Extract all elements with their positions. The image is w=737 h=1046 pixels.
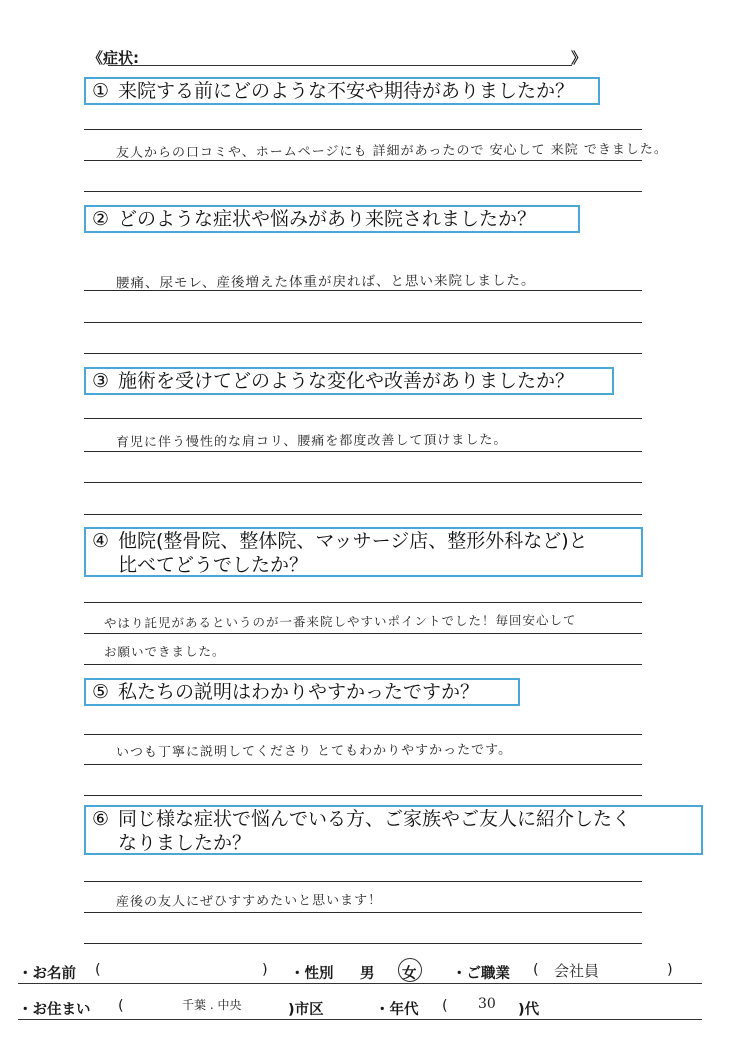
question-4-text-2: 比べてどうでしたか？ <box>118 554 309 576</box>
answer-line <box>84 514 642 515</box>
answer-5-line-1: いつも丁寧に説明してくださり とてもわかりやすかったです。 <box>115 742 513 761</box>
city-suffix: )市区 <box>288 1002 324 1018</box>
answer-2-line-1: 腰痛、尿モレ、産後増えた体重が戻れば、と思い来院しました。 <box>115 272 536 292</box>
address-label: ・お住まい <box>18 1002 91 1018</box>
gender-male: 男 <box>360 966 375 982</box>
symptom-underline <box>108 65 572 66</box>
address-value: 千葉 . 中央 <box>182 998 242 1012</box>
question-1-number: ① <box>92 80 110 102</box>
footer-line <box>18 1019 702 1020</box>
answer-line <box>84 734 642 735</box>
question-1-text: 来院する前にどのような不安や期待がありましたか？ <box>118 80 575 102</box>
question-3-text: 施術を受けてどのような変化や改善がありましたか？ <box>118 370 575 392</box>
question-5-number: ⑤ <box>92 681 110 703</box>
age-value: 30 <box>478 996 496 1012</box>
footer-line <box>18 983 702 984</box>
name-label: ・お名前 <box>18 966 76 982</box>
answer-line <box>84 191 642 192</box>
address-paren-open: ( <box>118 998 124 1014</box>
question-2-box <box>84 205 580 233</box>
question-5-box <box>84 678 520 706</box>
answer-line <box>84 322 642 323</box>
question-6-text-2: なりましたか？ <box>118 832 252 854</box>
answer-4-line-2: お願いできました。 <box>103 643 226 660</box>
question-6-number: ⑥ <box>92 808 110 830</box>
occupation-paren-close: ) <box>667 962 673 978</box>
symptom-label: 《症状: <box>88 49 139 67</box>
answer-1-line-1: 友人からの口コミや、ホームページにも 詳細があったので 安心して 来院 できました。 <box>115 142 668 161</box>
question-5-text: 私たちの説明はわかりやすかったですか？ <box>118 681 480 703</box>
answer-line <box>84 451 642 452</box>
question-3-box <box>84 367 614 395</box>
gender-female: 女 <box>402 966 417 982</box>
answer-line <box>84 482 642 483</box>
answer-line <box>84 633 642 634</box>
answer-line <box>84 664 642 665</box>
answer-line <box>84 602 642 603</box>
age-paren-open: ( <box>442 998 448 1014</box>
gender-label: ・性別 <box>290 966 334 982</box>
occupation-paren-open: ( <box>533 962 539 978</box>
answer-line <box>84 912 642 913</box>
answer-line <box>84 418 642 419</box>
question-3-number: ③ <box>92 370 110 392</box>
answer-line <box>84 160 642 161</box>
occupation-value: 会社員 <box>554 962 600 980</box>
answer-line <box>84 795 642 796</box>
question-4-text: 他院(整骨院、整体院、マッサージ店、整形外科など)と <box>118 530 588 552</box>
answer-6-line-1: 産後の友人にぜひすすめたいと思います！ <box>115 893 383 910</box>
question-4-number: ④ <box>92 530 110 552</box>
answer-line <box>84 290 642 291</box>
answer-line <box>84 764 642 765</box>
occupation-label: ・ご職業 <box>452 966 510 982</box>
answer-3-line-1: 育児に伴う慢性的な肩コリ、腰痛を都度改善して頂けました。 <box>115 432 508 451</box>
answer-line <box>84 353 642 354</box>
age-suffix: )代 <box>518 1002 540 1018</box>
answer-4-line-1: やはり託児があるというのが一番来院しやすいポイントでした！毎回安心して <box>103 612 577 631</box>
question-6-text: 同じ様な症状で悩んでいる方、ご家族やご友人に紹介したく <box>118 808 632 830</box>
question-2-number: ② <box>92 208 110 230</box>
symptom-close: 》 <box>570 49 586 67</box>
name-paren-open: ( <box>95 962 101 978</box>
name-paren-close: ) <box>262 962 268 978</box>
question-4-box <box>84 527 643 577</box>
answer-line <box>84 881 642 882</box>
question-2-text: どのような症状や悩みがあり来院されましたか？ <box>118 208 537 230</box>
question-6-box <box>84 805 703 855</box>
symptom-header <box>88 44 586 68</box>
answer-line <box>84 129 642 130</box>
question-1-box <box>84 77 600 105</box>
age-label: ・年代 <box>375 1002 419 1018</box>
answer-line <box>84 943 642 944</box>
